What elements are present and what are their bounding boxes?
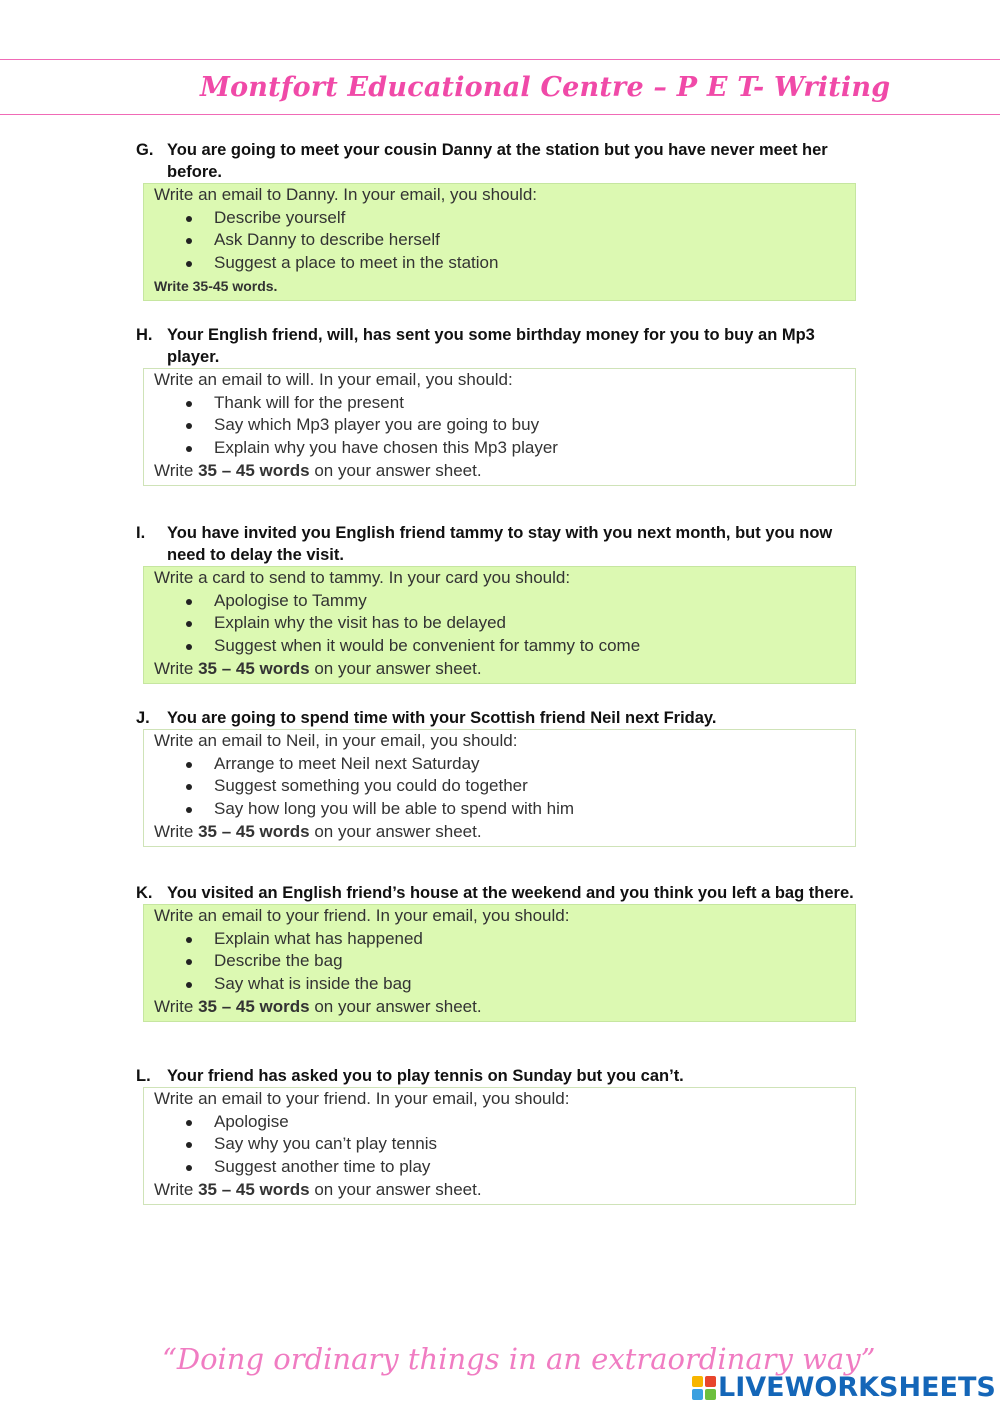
list-item-text: Arrange to meet Neil next Saturday	[214, 753, 480, 773]
bullet-icon	[186, 807, 192, 813]
list-item	[154, 437, 855, 460]
word-count-bold: 35 – 45 words	[198, 996, 310, 1016]
instruction-list	[154, 753, 855, 821]
bullet-icon	[186, 401, 192, 407]
bullet-icon	[186, 644, 192, 650]
word-count-note	[154, 1179, 855, 1202]
bullet-icon	[186, 621, 192, 627]
list-item-text: Thank will for the present	[214, 392, 404, 412]
list-item	[154, 973, 855, 996]
list-item-text: Describe the bag	[214, 951, 343, 971]
task-question-text: Your friend has asked you to play tennis on Sunday but you can’t.	[167, 1067, 684, 1085]
list-item-text: Suggest something you could do together	[214, 776, 528, 796]
instruction-box	[143, 183, 856, 301]
task-question	[136, 522, 856, 566]
instruction-intro: Write an email to Danny. In your email, you should:	[154, 185, 537, 204]
word-count-bold: 35 – 45 words	[198, 821, 310, 841]
instruction-intro: Write a card to send to tammy. In your card you should:	[154, 568, 571, 587]
task-question-text: You are going to meet your cousin Danny at the station but you have never meet her before.	[167, 141, 828, 181]
list-item-text: Explain what has happened	[214, 928, 423, 948]
task-l	[136, 1065, 856, 1205]
list-item-text: Say which Mp3 player you are going to buy	[214, 415, 540, 435]
bullet-icon	[186, 446, 192, 452]
list-item-text: Say why you can’t play tennis	[214, 1134, 438, 1154]
task-question	[136, 324, 856, 368]
word-count-note	[154, 821, 855, 844]
instruction-intro: Write an email to your friend. In your email, you should:	[154, 1089, 570, 1108]
task-j	[136, 707, 856, 847]
bullet-icon	[186, 937, 192, 943]
task-question-text: Your English friend, will, has sent you some birthday money for you to buy an Mp3 player.	[167, 326, 815, 366]
bullet-icon	[186, 1120, 192, 1126]
header-rule-top	[0, 59, 1000, 60]
instruction-list	[154, 590, 855, 658]
word-count-bold: 35 – 45 words	[198, 1179, 310, 1199]
word-count-prefix: Write	[154, 460, 199, 480]
list-item	[154, 950, 855, 973]
bullet-icon	[186, 216, 192, 222]
list-item-text: Say how long you will be able to spend with him	[214, 799, 575, 819]
liveworksheets-logo[interactable]	[692, 1372, 996, 1403]
bullet-icon	[186, 261, 192, 267]
list-item-text: Say what is inside the bag	[214, 974, 412, 994]
list-item-text: Ask Danny to describe herself	[214, 230, 440, 250]
list-item-text: Apologise	[214, 1111, 289, 1131]
list-item	[154, 635, 855, 658]
list-item	[154, 1133, 855, 1156]
task-letter: H.	[136, 326, 153, 344]
header-title: Montfort Educational Centre – P E T- Writing	[200, 72, 891, 103]
task-question-text: You visited an English friend’s house at the weekend and you think you left a bag there.	[167, 884, 854, 902]
instruction-list	[154, 207, 855, 275]
task-letter: I.	[136, 524, 146, 542]
list-item	[154, 392, 855, 415]
word-count-prefix: Write	[154, 658, 199, 678]
list-item-text: Explain why you have chosen this Mp3 player	[214, 438, 558, 458]
list-item	[154, 928, 855, 951]
instruction-intro: Write an email to will. In your email, you should:	[154, 370, 513, 389]
task-question	[136, 882, 856, 904]
task-g	[136, 139, 856, 301]
word-count-prefix: Write	[154, 821, 199, 841]
list-item	[154, 612, 855, 635]
bullet-icon	[186, 784, 192, 790]
task-letter: J.	[136, 709, 150, 727]
task-letter: K.	[136, 884, 153, 902]
word-count-prefix: Write	[154, 996, 199, 1016]
list-item	[154, 414, 855, 437]
list-item-text: Apologise to Tammy	[214, 590, 367, 610]
instruction-box	[143, 1087, 856, 1205]
list-item	[154, 590, 855, 613]
word-count-note: Write 35-45 words.	[154, 277, 278, 294]
instruction-box	[143, 904, 856, 1022]
list-item-text: Explain why the visit has to be delayed	[214, 613, 507, 633]
bullet-icon	[186, 423, 192, 429]
bullet-icon	[186, 762, 192, 768]
task-letter: G.	[136, 141, 154, 159]
bullet-icon	[186, 238, 192, 244]
word-count-bold: 35 – 45 words	[198, 460, 310, 480]
instruction-intro: Write an email to your friend. In your email, you should:	[154, 906, 570, 925]
task-question	[136, 707, 856, 729]
bullet-icon	[186, 959, 192, 965]
word-count-suffix: on your answer sheet.	[309, 996, 482, 1016]
word-count-suffix: on your answer sheet.	[309, 1179, 482, 1199]
instruction-intro: Write an email to Neil, in your email, you should:	[154, 731, 518, 750]
bullet-icon	[186, 1142, 192, 1148]
word-count-suffix: on your answer sheet.	[309, 658, 482, 678]
bullet-icon	[186, 982, 192, 988]
list-item-text: Describe yourself	[214, 207, 346, 227]
header-rule-bottom	[0, 114, 1000, 115]
instruction-box	[143, 729, 856, 847]
task-question-text: You have invited you English friend tammy to stay with you next month, but you now need to delay the visit.	[167, 524, 833, 564]
instruction-list	[154, 928, 855, 996]
list-item	[154, 775, 855, 798]
task-letter: L.	[136, 1067, 151, 1085]
word-count-note	[154, 460, 855, 483]
instruction-box	[143, 368, 856, 486]
task-h	[136, 324, 856, 486]
task-question-text: You are going to spend time with your Scottish friend Neil next Friday.	[167, 709, 717, 727]
instruction-list	[154, 392, 855, 460]
list-item	[154, 798, 855, 821]
list-item-text: Suggest another time to play	[214, 1157, 431, 1177]
logo-blocks-icon	[692, 1376, 716, 1400]
instruction-box	[143, 566, 856, 684]
task-question	[136, 1065, 856, 1087]
word-count-suffix: on your answer sheet.	[309, 821, 482, 841]
task-k	[136, 882, 856, 1022]
task-question	[136, 139, 856, 183]
bullet-icon	[186, 1165, 192, 1171]
word-count-prefix: Write	[154, 1179, 199, 1199]
word-count-note	[154, 658, 855, 681]
task-i	[136, 522, 856, 684]
list-item-text: Suggest when it would be convenient for tammy to come	[214, 636, 641, 656]
list-item	[154, 229, 855, 252]
instruction-list	[154, 1111, 855, 1179]
bullet-icon	[186, 599, 192, 605]
list-item	[154, 1111, 855, 1134]
list-item	[154, 1156, 855, 1179]
logo-text: LIVEWORKSHEETS	[718, 1372, 996, 1403]
word-count-note	[154, 996, 855, 1019]
list-item	[154, 207, 855, 230]
word-count-suffix: on your answer sheet.	[309, 460, 482, 480]
list-item-text: Suggest a place to meet in the station	[214, 253, 499, 273]
word-count-bold: 35 – 45 words	[198, 658, 310, 678]
footer-quote: “Doing ordinary things in an extraordinary way”	[162, 1342, 876, 1376]
list-item	[154, 252, 855, 275]
list-item	[154, 753, 855, 776]
